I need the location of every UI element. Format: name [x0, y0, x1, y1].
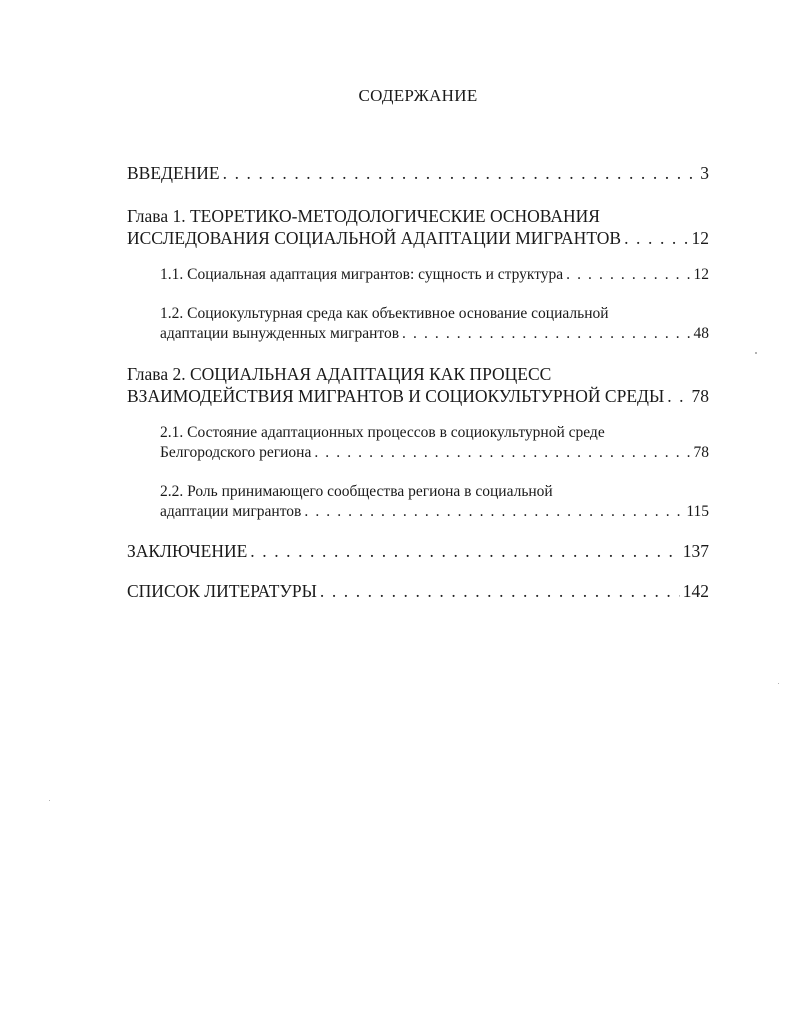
- dot-leader: [566, 265, 690, 285]
- toc-line: [127, 580, 709, 602]
- page-number: 137: [682, 541, 709, 561]
- toc-entry-section-1-1: [160, 265, 709, 285]
- toc-entry-text: СПИСОК ЛИТЕРАТУРЫ: [127, 581, 317, 601]
- toc-entry-conclusion: [127, 540, 709, 562]
- scan-speck: [755, 352, 757, 354]
- toc-line: [160, 265, 709, 285]
- page-number: 3: [700, 163, 709, 183]
- toc-entry-text: Белгородского региона: [160, 444, 312, 461]
- dot-leader: [667, 385, 688, 407]
- toc-entry-text: Глава 1. ТЕОРЕТИКО-МЕТОДОЛОГИЧЕСКИЕ ОСНОВАНИЯ: [127, 206, 600, 226]
- toc-line: [127, 227, 709, 249]
- toc-line: [160, 423, 709, 443]
- dot-leader: [314, 443, 690, 463]
- page-number: 115: [686, 503, 709, 520]
- dot-leader: [250, 540, 679, 562]
- toc-entry-chapter-2: [127, 363, 709, 407]
- page-number: 12: [691, 228, 709, 248]
- toc-entry-text: 1.1. Социальная адаптация мигрантов: сущность и структура: [160, 266, 564, 283]
- toc-entry-text: 1.2. Социокультурная среда как объективное основание социальной: [160, 305, 609, 322]
- toc-entry-introduction: [127, 162, 709, 184]
- toc-entry-text: адаптации вынужденных мигрантов: [160, 325, 400, 342]
- toc-entry-text: Глава 2. СОЦИАЛЬНАЯ АДАПТАЦИЯ КАК ПРОЦЕСС: [127, 364, 552, 384]
- dot-leader: [624, 227, 688, 249]
- page-number: 78: [693, 444, 709, 461]
- table-of-contents: [127, 162, 709, 602]
- dot-leader: [402, 324, 690, 344]
- toc-line: [160, 502, 709, 522]
- toc-line: [160, 304, 709, 324]
- dot-leader: [304, 502, 683, 522]
- toc-entry-text: ЗАКЛЮЧЕНИЕ: [127, 541, 248, 561]
- toc-entry-text: 2.2. Роль принимающего сообщества региона в социальной: [160, 483, 553, 500]
- toc-line: [127, 540, 709, 562]
- toc-entry-text: 2.1. Состояние адаптационных процессов в социокультурной среде: [160, 424, 605, 441]
- toc-line: [160, 482, 709, 502]
- toc-entry-text: ВЗАИМОДЕЙСТВИЯ МИГРАНТОВ И СОЦИОКУЛЬТУРНОЙ СРЕДЫ: [127, 386, 665, 406]
- toc-entry-section-2-2: [160, 482, 709, 522]
- dot-leader: [223, 162, 698, 184]
- page-number: 142: [682, 581, 709, 601]
- toc-line: [160, 324, 709, 344]
- toc-entry-text: адаптации мигрантов: [160, 503, 302, 520]
- toc-title: СОДЕРЖАНИЕ: [358, 86, 478, 105]
- scan-speck: [49, 800, 50, 801]
- toc-line: [127, 385, 709, 407]
- toc-entry-text: ВВЕДЕНИЕ: [127, 163, 220, 183]
- dot-leader: [320, 580, 680, 602]
- toc-entry-section-1-2: [160, 304, 709, 344]
- toc-line: [127, 205, 709, 227]
- toc-line: [160, 443, 709, 463]
- toc-line: [127, 162, 709, 184]
- scan-speck: [778, 683, 779, 684]
- page-number: 12: [693, 266, 709, 283]
- toc-entry-bibliography: [127, 580, 709, 602]
- toc-entry-chapter-1: [127, 205, 709, 249]
- toc-line: [127, 363, 709, 385]
- page-number: 48: [693, 325, 709, 342]
- toc-entry-section-2-1: [160, 423, 709, 463]
- page-number: 78: [691, 386, 709, 406]
- toc-entry-text: ИССЛЕДОВАНИЯ СОЦИАЛЬНОЙ АДАПТАЦИИ МИГРАНТОВ: [127, 228, 622, 248]
